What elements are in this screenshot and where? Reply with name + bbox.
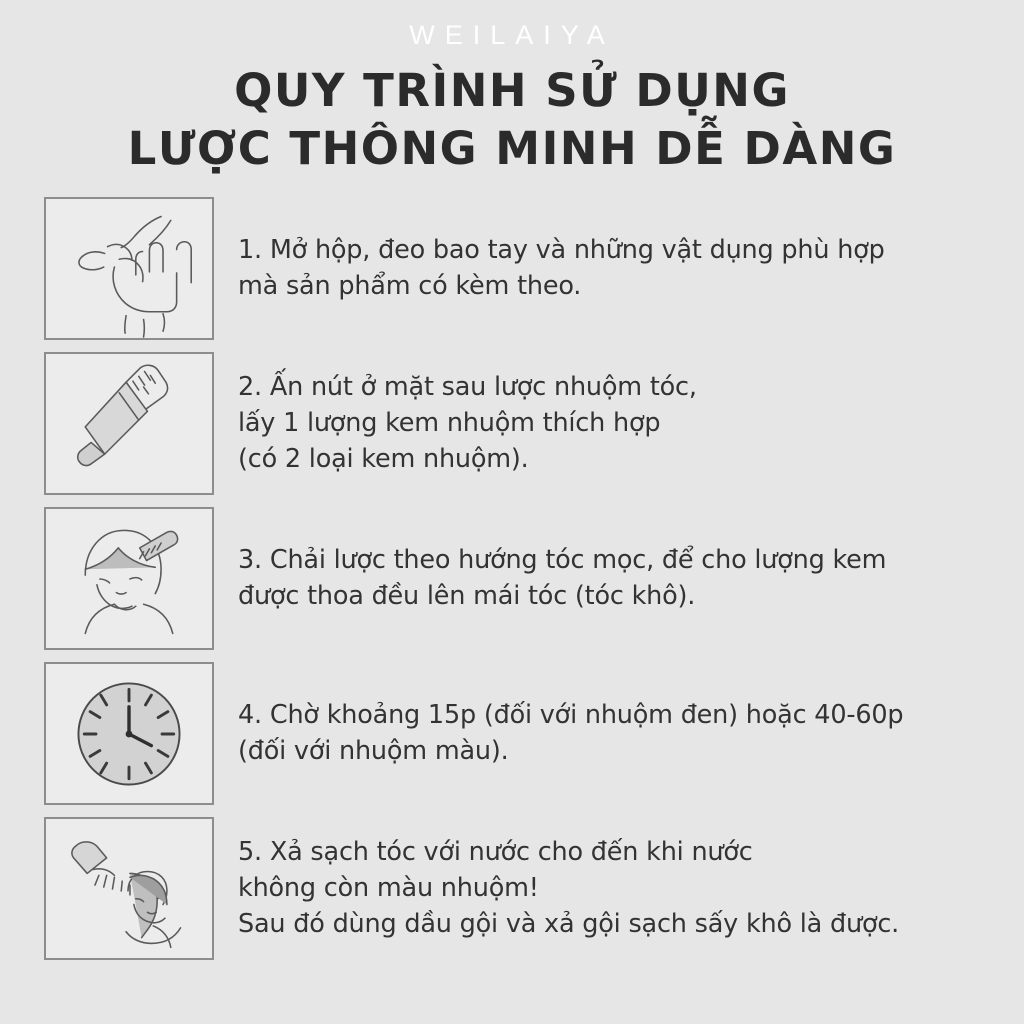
step-1-line-2: mà sản phẩm có kèm theo. bbox=[238, 271, 582, 301]
step-1-illustration bbox=[44, 197, 214, 340]
rinsing-hair-icon bbox=[46, 819, 212, 958]
list-item bbox=[44, 352, 984, 495]
step-1-text bbox=[214, 232, 885, 304]
combing-hair-icon bbox=[46, 509, 212, 648]
hands-glove-icon bbox=[46, 199, 212, 338]
step-2-line-2: lấy 1 lượng kem nhuộm thích hợp bbox=[238, 407, 661, 438]
step-1-line-1: 1. Mở hộp, đeo bao tay và những vật dụng phù hợp bbox=[238, 234, 885, 265]
page-title bbox=[0, 65, 1024, 175]
list-item bbox=[44, 817, 984, 960]
step-4-line-1: 4. Chờ khoảng 15p (đối với nhuộm đen) hoặc 40-60p bbox=[238, 699, 904, 730]
step-3-line-2: được thoa đều lên mái tóc (tóc khô). bbox=[238, 581, 696, 611]
step-5-line-3: Sau đó dùng dầu gội và xả gội sạch sấy khô là được. bbox=[238, 909, 900, 940]
page-title-line-1: QUY TRÌNH SỬ DỤNG bbox=[234, 64, 790, 117]
step-5-line-1: 5. Xả sạch tóc với nước cho đến khi nước bbox=[238, 836, 753, 867]
clock-icon bbox=[46, 664, 212, 803]
list-item bbox=[44, 197, 984, 340]
step-4-text bbox=[214, 697, 903, 769]
step-5-line-2: không còn màu nhuộm! bbox=[238, 872, 539, 903]
step-5-text bbox=[214, 834, 899, 943]
step-3-text bbox=[214, 542, 886, 614]
step-2-line-3: (có 2 loại kem nhuộm). bbox=[238, 444, 529, 475]
step-4-illustration bbox=[44, 662, 214, 805]
step-2-text bbox=[214, 369, 697, 478]
step-3-line-1: 3. Chải lược theo hướng tóc mọc, để cho lượng kem bbox=[238, 544, 887, 575]
list-item bbox=[44, 507, 984, 650]
step-2-line-1: 2. Ấn nút ở mặt sau lược nhuộm tóc, bbox=[238, 371, 697, 402]
steps-list bbox=[0, 197, 1024, 960]
comb-tube-icon bbox=[46, 354, 212, 493]
list-item bbox=[44, 662, 984, 805]
page-title-line-2: LƯỢC THÔNG MINH DỄ DÀNG bbox=[127, 121, 897, 175]
brand-wordmark: WEILAIYA bbox=[409, 20, 615, 50]
step-5-illustration bbox=[44, 817, 214, 960]
step-3-illustration bbox=[44, 507, 214, 650]
step-2-illustration bbox=[44, 352, 214, 495]
step-4-line-2: (đối với nhuộm màu). bbox=[238, 736, 509, 766]
